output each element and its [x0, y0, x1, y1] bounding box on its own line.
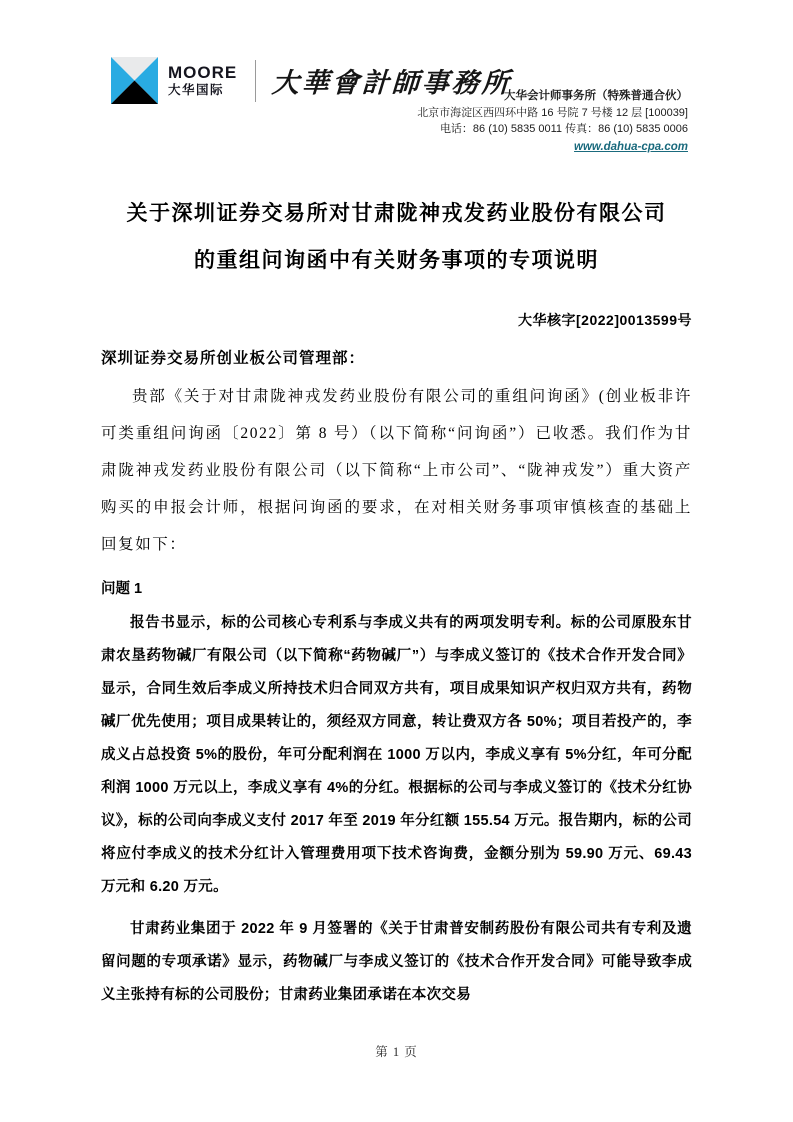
salutation: 深圳证券交易所创业板公司管理部： [101, 350, 366, 367]
document-title-line1: 关于深圳证券交易所对甘肃陇神戎发药业股份有限公司 [126, 201, 667, 225]
page-content [101, 0, 692, 1012]
page-number: 第 1 页 [375, 1045, 418, 1059]
question-1-heading: 问题 1 [101, 581, 143, 597]
reference-number: 大华核字[2022]0013599号 [518, 312, 692, 328]
firm-phone-line: 电话：86 (10) 5835 0011 传真：86 (10) 5835 0006 [439, 123, 688, 135]
firm-address-line: 北京市海淀区西四环中路 16 号院 7 号楼 12 层 [100039] [417, 106, 688, 119]
logo-wordmark [168, 64, 237, 97]
intro-paragraph: 贵部《关于对甘肃陇神戎发药业股份有限公司的重组问询函》(创业板非许可类重组问询函〔2022〕第 8 号）（以下简称“问询函”）已收悉。我们作为甘肃陇神戎发药业股份有限公司（以下简称“上市公司”、“陇神戎发”）重大资产购买的申报会计师，根据问询函的要求，在对相关财务事项审慎核查的基础上回复如下： [101, 388, 692, 553]
firm-calligraphy-name: 大華會計師事務所 [271, 68, 513, 99]
logo-brand-en: MOORE [168, 63, 238, 83]
logo-divider [255, 60, 256, 102]
firm-name-line: 大华会计师事务所（特殊普通合伙） [504, 90, 688, 102]
letterhead [101, 0, 692, 168]
document-title [101, 190, 692, 284]
question-1-paragraph-2: 甘肃药业集团于 2022 年 9 月签署的《关于甘肃普安制药股份有限公司共有专利及遗留问题的专项承诺》显示，药物碱厂与李成义签订的《技术合作开发合同》可能导致李成义主张持有标的公司股份；甘肃药业集团承诺在本次交易 [101, 921, 692, 1003]
document-title-line2: 的重组问询函中有关财务事项的专项说明 [194, 248, 599, 272]
question-1-paragraph-1: 报告书显示，标的公司核心专利系与李成义共有的两项发明专利。标的公司原股东甘肃农垦药物碱厂有限公司（以下简称“药物碱厂”）与李成义签订的《技术合作开发合同》显示，合同生效后李成义所持技术归合同双方共有，项目成果知识产权归双方共有，药物碱厂优先使用；项目成果转让的，须经双方同意，转让费双方各 50%；项目若投产的，李成义占总投资 5%的股份，年可分配利润在 1000 万以内，李成义享有 5%分红，年可分配利润 1000 万元以上，李成义享有 4%的分红。根据标的公司与李成义签订的《技术分红协议》，标的公司向李成义支付 2017 年至 2019 年分红额 155.54 万元。报告期内，标的公司将应付李成义的技术分红计入管理费用项下技术咨询费，金额分别为 59.90 万元、69.43 万元和 6.20 万元。 [101, 615, 692, 895]
moore-logo-icon [111, 57, 158, 104]
logo-brand-cn: 大华国际 [168, 82, 225, 97]
firm-website-link[interactable]: www.dahua-cpa.com [574, 140, 688, 153]
firm-address-block [417, 88, 688, 155]
